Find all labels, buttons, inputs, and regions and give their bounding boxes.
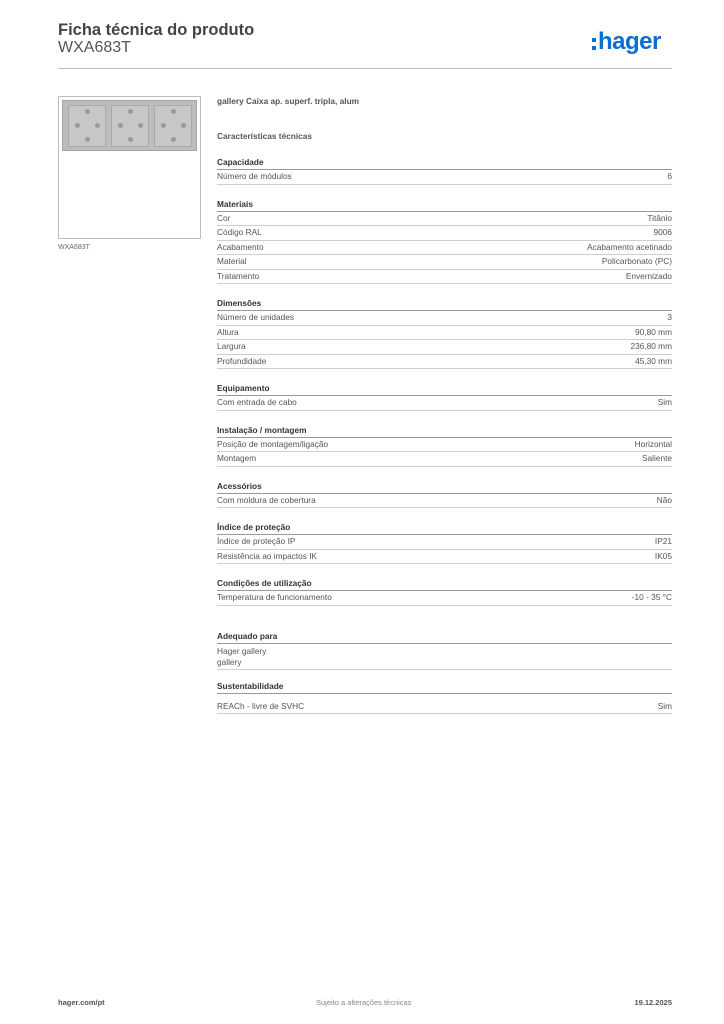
suitable-line: gallery (217, 656, 242, 667)
section-title: Materiais (217, 199, 672, 212)
product-name: gallery Caixa ap. superf. tripla, alum (217, 96, 360, 106)
section-title: Equipamento (217, 383, 672, 396)
spec-section (217, 481, 672, 509)
spec-row (217, 255, 672, 270)
spec-value: Saliente (642, 453, 672, 463)
spec-value: Não (656, 494, 672, 505)
sustainability-section (217, 681, 672, 715)
section-title: Capacidade (217, 157, 672, 170)
spec-label: Resistência ao impactos IK (217, 550, 318, 561)
spec-value: Titânio (647, 212, 672, 223)
spec-row (217, 270, 672, 285)
triple-box-illustration (62, 100, 197, 151)
spec-row (217, 700, 672, 715)
spec-label: Altura (217, 326, 239, 337)
spec-row (217, 170, 672, 185)
spec-value: IK05 (654, 550, 672, 561)
spec-row (217, 340, 672, 355)
characteristics-title: Características técnicas (217, 131, 313, 141)
spec-value: Sim (657, 700, 672, 711)
spec-label: Material (217, 256, 247, 266)
section-title: Índice de proteção (217, 522, 672, 535)
spec-value: Horizontal (634, 438, 672, 449)
spec-section (217, 522, 672, 564)
footer-disclaimer: Sujeito a alterações técnicas (316, 998, 412, 1007)
spec-label: Código RAL (217, 227, 262, 237)
spec-label: Índice de proteção IP (217, 536, 296, 546)
spec-label: Cor (217, 212, 231, 223)
spec-value: 90,80 mm (635, 326, 672, 337)
suitable-section (217, 631, 672, 670)
spec-row (217, 438, 672, 453)
logo-text: hager (598, 28, 661, 55)
spec-value: Sim (657, 397, 672, 407)
spec-label: Temperatura de funcionamento (217, 592, 332, 602)
spec-value: 6 (667, 171, 672, 181)
product-image (58, 96, 201, 239)
suitable-line: Hager gallery (217, 645, 267, 656)
spec-value: -10 - 35 °C (631, 592, 672, 602)
spec-label: Tratamento (217, 270, 260, 281)
product-code: WXA683T (58, 39, 131, 56)
spec-row (217, 452, 672, 467)
spec-row (217, 212, 672, 227)
spec-value: 9006 (653, 227, 672, 237)
spec-section (217, 157, 672, 185)
suitable-list (217, 644, 672, 670)
spec-label: Acabamento (217, 241, 264, 252)
footer-website[interactable]: hager.com/pt (58, 998, 105, 1007)
spec-row (217, 396, 672, 411)
page-title: Ficha técnica do produto (58, 21, 255, 39)
spec-row (217, 226, 672, 241)
spec-value: 3 (667, 312, 672, 322)
spec-label: Com entrada de cabo (217, 397, 297, 407)
spec-value: Policarbonato (PC) (601, 256, 672, 266)
footer-date: 19.12.2025 (634, 998, 672, 1007)
spec-label: Com moldura de cobertura (217, 494, 316, 505)
spec-value: IP21 (654, 536, 672, 546)
image-caption: WXA683T (58, 244, 90, 251)
spec-section (217, 199, 672, 285)
spec-row (217, 535, 672, 550)
spec-label: Largura (217, 341, 246, 351)
spec-row (217, 550, 672, 565)
spec-value: 236,80 mm (630, 341, 672, 351)
spec-value: Acabamento acetinado (587, 241, 672, 252)
spec-value: 45,30 mm (635, 355, 672, 366)
section-title: Condições de utilização (217, 578, 672, 591)
spec-section (217, 578, 672, 606)
spec-label: Número de módulos (217, 171, 292, 181)
spec-label: Posição de montagem/ligação (217, 438, 329, 449)
header-divider (58, 68, 672, 69)
logo-dots-icon (592, 38, 596, 50)
section-title: Instalação / montagem (217, 425, 672, 438)
spec-label: REACh - livre de SVHC (217, 700, 305, 711)
spec-label: Número de unidades (217, 312, 295, 322)
section-title: Adequado para (217, 631, 672, 644)
spec-row (217, 591, 672, 606)
spec-row (217, 494, 672, 509)
spec-label: Montagem (217, 453, 257, 463)
hager-logo (592, 28, 661, 56)
spec-row (217, 311, 672, 326)
section-title: Dimensões (217, 298, 672, 311)
spec-section (217, 298, 672, 369)
spec-label: Profundidade (217, 355, 267, 366)
spec-row (217, 241, 672, 256)
section-title: Sustentabilidade (217, 681, 672, 694)
spec-content (217, 96, 672, 714)
spec-value: Envernizado (625, 270, 672, 281)
section-title: Acessórios (217, 481, 672, 494)
spec-row (217, 326, 672, 341)
spec-row (217, 355, 672, 370)
spec-section (217, 383, 672, 411)
spec-section (217, 425, 672, 467)
